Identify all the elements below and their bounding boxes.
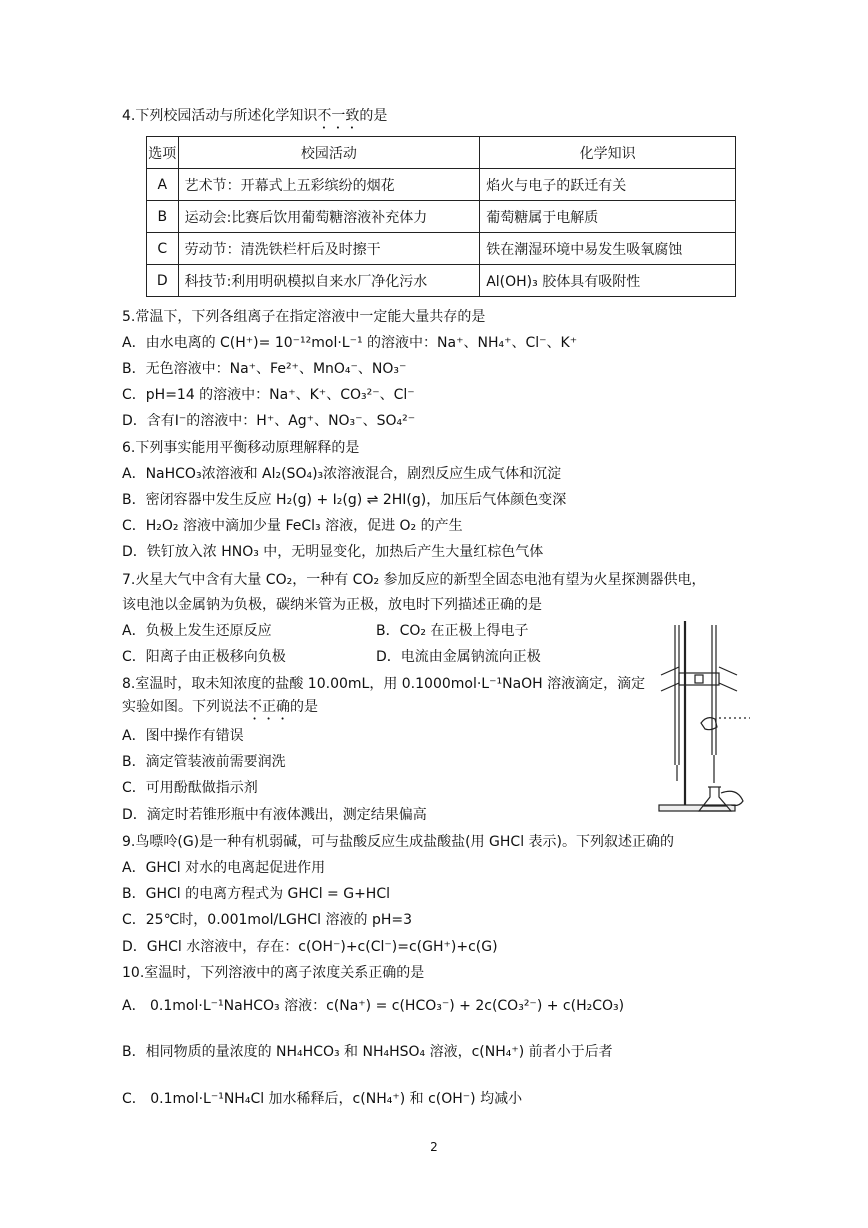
table-row: [147, 169, 736, 201]
q8-option-d: D．滴定时若锥形瓶中有液体溅出，测定结果偏高: [122, 807, 427, 823]
header-cell: 化学知识: [480, 137, 736, 169]
q10-title: 10.室温时，下列溶液中的离子浓度关系正确的是: [122, 965, 425, 981]
q5-option-b: B．无色溶液中：Na⁺、Fe²⁺、MnO₄⁻、NO₃⁻: [122, 361, 407, 377]
header-cell: 选项: [147, 137, 179, 169]
q6-option-b: B．密闭容器中发生反应 H₂(g) + I₂(g) ⇌ 2HI(g)，加压后气体颜色变深: [122, 492, 567, 508]
q5-option-c: C．pH=14 的溶液中：Na⁺、K⁺、CO₃²⁻、Cl⁻: [122, 387, 415, 403]
q9-title: 9.鸟嘌呤(G)是一种有机弱碱，可与盐酸反应生成盐酸盐(用 GHCl 表示)。下列叙述正确的: [122, 834, 674, 850]
q7-title-line2: 该电池以金属钠为负极，碳纳米管为正极，放电时下列描述正确的是: [122, 597, 542, 613]
table-cell: B: [147, 201, 179, 233]
q8-title-line2: 实验如图。下列说法不正确的是: [122, 699, 318, 715]
q9-option-c: C．25℃时，0.001mol/LGHCl 溶液的 pH=3: [122, 912, 412, 928]
q9-option-a: A．GHCl 对水的电离起促进作用: [122, 860, 326, 876]
q6-option-d: D．铁钉放入浓 HNO₃ 中，无明显变化，加热后产生大量红棕色气体: [122, 544, 544, 560]
q6-option-c: C．H₂O₂ 溶液中滴加少量 FeCl₃ 溶液，促进 O₂ 的产生: [122, 518, 463, 534]
q5-option-d: D．含有I⁻的溶液中：H⁺、Ag⁺、NO₃⁻、SO₄²⁻: [122, 413, 416, 429]
q5-title: 5.常温下，下列各组离子在指定溶液中一定能大量共存的是: [122, 309, 486, 325]
table-cell: Al(OH)₃ 胶体具有吸附性: [480, 265, 736, 297]
q7-title-line1: 7.火星大气中含有大量 CO₂，一种有 CO₂ 参加反应的新型全固态电池有望为火星探测器供电，: [122, 572, 706, 588]
q10-option-a: A． 0.1mol·L⁻¹NaHCO₃ 溶液：c(Na⁺) = c(HCO₃⁻) + 2c(CO₃²⁻) + c(H₂CO₃): [122, 998, 625, 1014]
table-cell: 科技节:利用明矾模拟自来水厂净化污水: [178, 265, 480, 297]
page-number: 2: [430, 1140, 438, 1154]
table-cell: C: [147, 233, 179, 265]
table-cell: 葡萄糖属于电解质: [480, 201, 736, 233]
q7-option-a: A．负极上发生还原反应: [122, 623, 272, 639]
q9-option-d: D．GHCl 水溶液中，存在：c(OH⁻)+c(Cl⁻)=c(GH⁺)+c(G): [122, 939, 498, 955]
table-cell: A: [147, 169, 179, 201]
q8-title-line1: 8.室温时，取未知浓度的盐酸 10.00mL，用 0.1000mol·L⁻¹NaOH 溶液滴定，滴定: [122, 676, 646, 692]
q8-option-b: B．滴定管装液前需要润洗: [122, 754, 286, 770]
table-cell: 焰火与电子的跃迁有关: [480, 169, 736, 201]
q5-option-a: A．由水电离的 C(H⁺)= 10⁻¹²mol·L⁻¹ 的溶液中：Na⁺、NH₄⁺、Cl⁻、K⁺: [122, 335, 578, 351]
q6-option-a: A．NaHCO₃浓溶液和 Al₂(SO₄)₃浓溶液混合，剧烈反应生成气体和沉淀: [122, 466, 562, 482]
q7-option-c: C．阳离子由正极移向负极: [122, 649, 286, 665]
q4-table: [146, 136, 736, 297]
q7-option-d: D．电流由金属钠流向正极: [376, 649, 541, 665]
table-row: [147, 201, 736, 233]
header-cell: 校园活动: [178, 137, 480, 169]
table-cell: 运动会:比赛后饮用葡萄糖溶液补充体力: [178, 201, 480, 233]
q9-option-b: B．GHCl 的电离方程式为 GHCl = G+HCl: [122, 886, 390, 902]
q10-option-c: C． 0.1mol·L⁻¹NH₄Cl 加水稀释后，c(NH₄⁺) 和 c(OH⁻) 均减小: [122, 1091, 523, 1107]
q8-option-c: C．可用酚酞做指示剂: [122, 780, 258, 796]
q4-title: 4.下列校园活动与所述化学知识不一致的是: [122, 108, 388, 124]
table-cell: 艺术节：开幕式上五彩缤纷的烟花: [178, 169, 480, 201]
q7-option-b: B．CO₂ 在正极上得电子: [376, 623, 529, 639]
table-cell: D: [147, 265, 179, 297]
table-header-row: [147, 137, 736, 169]
table-row: [147, 233, 736, 265]
titration-apparatus-illustration: [655, 615, 750, 815]
table-cell: 铁在潮湿环境中易发生吸氧腐蚀: [480, 233, 736, 265]
table-row: [147, 265, 736, 297]
q10-option-b: B．相同物质的量浓度的 NH₄HCO₃ 和 NH₄HSO₄ 溶液，c(NH₄⁺) 前者小于后者: [122, 1044, 613, 1060]
q8-option-a: A．图中操作有错误: [122, 728, 244, 744]
q6-title: 6.下列事实能用平衡移动原理解释的是: [122, 440, 360, 456]
table-cell: 劳动节：清洗铁栏杆后及时擦干: [178, 233, 480, 265]
